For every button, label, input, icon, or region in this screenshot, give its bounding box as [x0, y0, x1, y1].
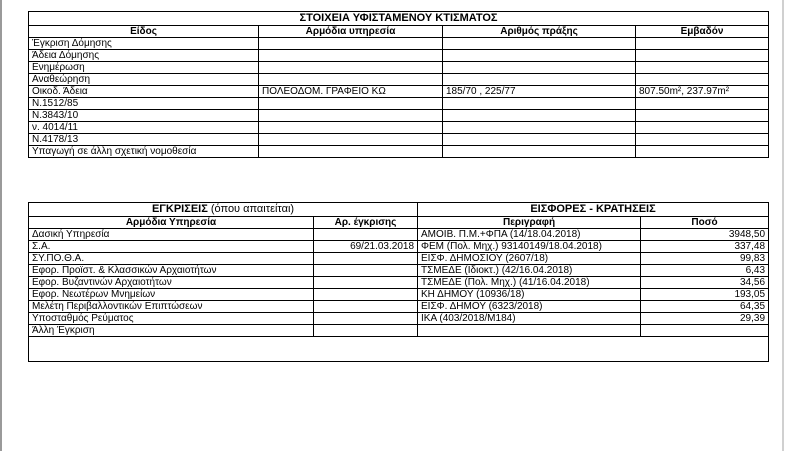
cell-amount: 29,39 — [641, 313, 769, 325]
approvals-header-row — [29, 217, 769, 229]
cell-description: ΤΣΜΕΔΕ (Ιδιοκτ.) (42/16.04.2018) — [418, 265, 641, 277]
cell-authority — [259, 122, 443, 134]
building-row — [29, 98, 769, 110]
cell-authority — [259, 62, 443, 74]
cell-authority — [259, 146, 443, 158]
cell-type: Έγκριση Δόμησης — [29, 38, 259, 50]
cell-area: 807.50m², 237.97m² — [636, 86, 769, 98]
cell-description: ΑΜΟΙΒ. Π.Μ.+ΦΠΑ (14/18.04.2018) — [418, 229, 641, 241]
cell-amount: 3948,50 — [641, 229, 769, 241]
building-table — [28, 11, 769, 158]
building-row — [29, 134, 769, 146]
cell-area — [636, 38, 769, 50]
cell-approval-number — [314, 325, 418, 337]
cell-approval-authority: Μελέτη Περιβαλλοντικών Επιπτώσεων — [29, 301, 314, 313]
approval-row — [29, 325, 769, 337]
cell-act-number — [443, 38, 636, 50]
cell-approval-number — [314, 277, 418, 289]
cell-area — [636, 134, 769, 146]
cell-amount: 6,43 — [641, 265, 769, 277]
cell-approval-authority: Εφορ. Νεωτέρων Μνημείων — [29, 289, 314, 301]
page-left-border — [0, 0, 2, 451]
cell-approval-number: 69/21.03.2018 — [314, 241, 418, 253]
cell-act-number — [443, 62, 636, 74]
approval-row — [29, 265, 769, 277]
cell-type: Ν.1512/85 — [29, 98, 259, 110]
cell-amount: 99,83 — [641, 253, 769, 265]
cell-description: ΦΕΜ (Πολ. Μηχ.) 93140149/18.04.2018) — [418, 241, 641, 253]
approval-row — [29, 301, 769, 313]
cell-amount — [641, 325, 769, 337]
cell-area — [636, 50, 769, 62]
cell-area — [636, 122, 769, 134]
cell-authority — [259, 38, 443, 50]
approval-row — [29, 253, 769, 265]
cell-description — [418, 325, 641, 337]
cell-act-number — [443, 134, 636, 146]
cell-approval-number — [314, 313, 418, 325]
approval-row — [29, 313, 769, 325]
building-row — [29, 74, 769, 86]
approvals-title-main: ΕΓΚΡΙΣΕΙΣ — [151, 203, 208, 215]
cell-type: Άδεια Δόμησης — [29, 50, 259, 62]
building-row — [29, 86, 769, 98]
col-header-type: Είδος — [29, 26, 259, 38]
cell-amount: 64,35 — [641, 301, 769, 313]
cell-area — [636, 98, 769, 110]
cell-approval-number — [314, 229, 418, 241]
col-header-description: Περιγραφή — [418, 217, 641, 229]
building-row — [29, 110, 769, 122]
cell-approval-authority: Άλλη Έγκριση — [29, 325, 314, 337]
approval-row — [29, 229, 769, 241]
approvals-title — [29, 203, 418, 217]
col-header-area: Εμβαδόν — [636, 26, 769, 38]
cell-amount: 34,56 — [641, 277, 769, 289]
cell-amount: 337,48 — [641, 241, 769, 253]
contributions-title: ΕΙΣΦΟΡΕΣ - ΚΡΑΤΗΣΕΙΣ — [418, 203, 769, 217]
cell-act-number — [443, 122, 636, 134]
cell-approval-authority: Υποσταθμός Ρεύματος — [29, 313, 314, 325]
page-right-border — [782, 0, 784, 451]
building-row — [29, 146, 769, 158]
cell-approval-number — [314, 265, 418, 277]
cell-act-number — [443, 50, 636, 62]
cell-authority: ΠΟΛΕΟΔΟΜ. ΓΡΑΦΕΙΟ ΚΩ — [259, 86, 443, 98]
cell-authority — [259, 134, 443, 146]
cell-type: Ν.4178/13 — [29, 134, 259, 146]
cell-approval-number — [314, 289, 418, 301]
cell-act-number — [443, 146, 636, 158]
cell-approval-authority: Εφορ. Βυζαντινών Αρχαιοτήτων — [29, 277, 314, 289]
cell-description: ΤΣΜΕΔΕ (Πολ. Μηχ.) (41/16.04.2018) — [418, 277, 641, 289]
approvals-contributions-table — [28, 202, 769, 362]
cell-area — [636, 110, 769, 122]
building-row — [29, 50, 769, 62]
cell-type: ν. 4014/11 — [29, 122, 259, 134]
cell-approval-number — [314, 253, 418, 265]
col-header-approval-authority: Αρμόδια Υπηρεσία — [29, 217, 314, 229]
building-row — [29, 122, 769, 134]
cell-type: Οικοδ. Άδεια — [29, 86, 259, 98]
cell-type: Ν.3843/10 — [29, 110, 259, 122]
cell-authority — [259, 74, 443, 86]
cell-act-number — [443, 110, 636, 122]
cell-area — [636, 74, 769, 86]
approval-row — [29, 241, 769, 253]
cell-approval-authority: Εφορ. Προϊστ. & Κλασσικών Αρχαιοτήτων — [29, 265, 314, 277]
cell-approval-number — [314, 301, 418, 313]
approvals-title-note: (όπου απαιτείται) — [207, 203, 295, 215]
empty-cell — [29, 337, 769, 362]
cell-type: Ενημέρωση — [29, 62, 259, 74]
cell-area — [636, 146, 769, 158]
cell-amount: 193,05 — [641, 289, 769, 301]
cell-approval-authority: Σ.Α. — [29, 241, 314, 253]
building-row — [29, 62, 769, 74]
cell-act-number — [443, 98, 636, 110]
col-header-approval-number: Αρ. έγκρισης — [314, 217, 418, 229]
cell-act-number — [443, 74, 636, 86]
cell-description: ΕΙΣΦ. ΔΗΜΟΥ (6323/2018) — [418, 301, 641, 313]
col-header-authority: Αρμόδια υπηρεσία — [259, 26, 443, 38]
cell-area — [636, 62, 769, 74]
building-row — [29, 38, 769, 50]
cell-description: ΚΗ ΔΗΜΟΥ (10936/18) — [418, 289, 641, 301]
approval-row — [29, 277, 769, 289]
building-title: ΣΤΟΙΧΕΙΑ ΥΦΙΣΤΑΜΕΝΟΥ ΚΤΙΣΜΑΤΟΣ — [29, 12, 769, 26]
cell-act-number: 185/70 , 225/77 — [443, 86, 636, 98]
building-header-row — [29, 26, 769, 38]
cell-authority — [259, 110, 443, 122]
cell-type: Υπαγωγή σε άλλη σχετική νομοθεσία — [29, 146, 259, 158]
cell-type: Αναθεώρηση — [29, 74, 259, 86]
cell-authority — [259, 50, 443, 62]
col-header-amount: Ποσό — [641, 217, 769, 229]
cell-description: ΕΙΣΦ. ΔΗΜΟΣΙΟΥ (2607/18) — [418, 253, 641, 265]
cell-approval-authority: ΣΥ.ΠΟ.Θ.Α. — [29, 253, 314, 265]
cell-approval-authority: Δασική Υπηρεσία — [29, 229, 314, 241]
approval-row — [29, 289, 769, 301]
empty-row — [29, 337, 769, 362]
col-header-act-number: Αριθμός πράξης — [443, 26, 636, 38]
cell-description: ΙΚΑ (403/2018/Μ184) — [418, 313, 641, 325]
cell-authority — [259, 98, 443, 110]
